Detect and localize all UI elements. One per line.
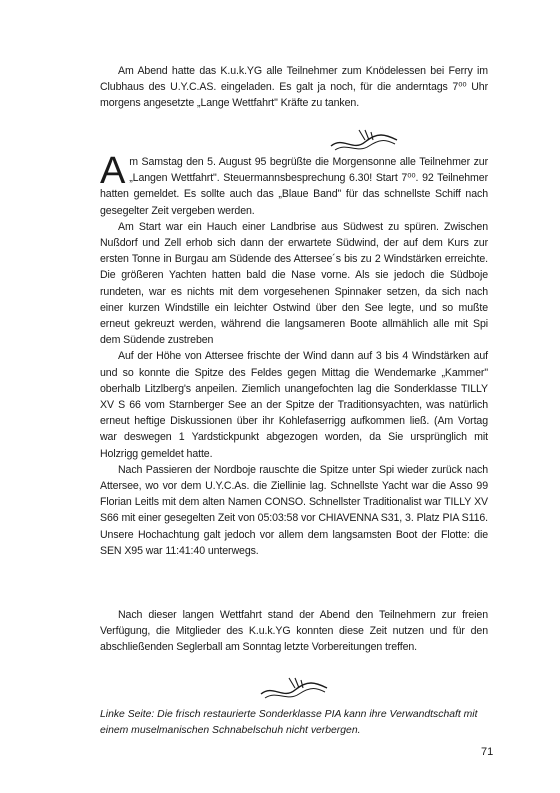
paragraph-start: Am Start war ein Hauch einer Landbrise aus Südwest zu spüren. Zwischen Nußdorf und Zell erhob sich dann der erwartete Südwind, der auf dem Kurs zur ersten Tonne in Burgau am Südende des Attersee´s bis zu 2 Windstärken erreichte. Die größeren Yachten hatten bald die Nase vorne. Als sie jedoch die Südboje rundeten, war es nichts mit dem vorgesehenen Spinnaker setzen, da sich nach einer kurzen Windstille ein leichter Ostwind über den See legte, und so mußte erneut gekreuzt werden, während die langsameren Boote allmählich alle mit Spi dem Südende zustreben (100, 220, 488, 347)
paragraph-first (100, 150, 488, 219)
dropcap-letter: A (100, 150, 126, 192)
page-number: 71 (481, 746, 494, 758)
paragraph-nordboje: Nach Passieren der Nordboje rauschte die Spitze unter Spi wieder zurück nach Attersee, wo vor dem U.Y.C.As. die Ziellinie lag. Schnellste Yacht war die Asso 99 Florian Leitls mit dem alten Namen CONSO. Schnellster Traditionalist war TILLY XV S66 mit einer gesegelten Zeit von 05:03:58 vor CHIAVENNA S31, 3. Platz PIA S116. Unsere Hochachtung galt jedoch vor allem dem langsamsten Boot der Flotte: die SEN X95 war 11:41:40 unterwegs. (100, 463, 488, 557)
paragraph-closing: Nach dieser langen Wettfahrt stand der Abend den Teilnehmern zur freien Verfügung, die Mitglieder des K.u.k.YG konnten diese Zeit nutzen und für den abschließenden Seglerball am Sonntag letzte Vorbereitungen treffen. (100, 609, 488, 654)
wave-ornament-icon (259, 674, 329, 702)
paragraph-first-text: m Samstag den 5. August 95 begrüßte die Morgensonne alle Teilnehmer zur „Langen Wettfahrt". Steuermannsbesprechung 6.30! Start 7⁰⁰. 92 Teilnehmer hatten gemeldet. Es sollte auch das „Blaue Band" für das schnellste Schiff nach gesegelter Zeit vergeben werden. (100, 156, 488, 217)
paragraph-attersee: Auf der Höhe von Attersee frischte der Wind dann auf 3 bis 4 Windstärken auf und so konnte die Spitze des Feldes gegen Mittag die Wendemarke „Kammer" oberhalb Litzlberg's anpeilen. Ziemlich unangefochten lag die Sonderklasse TILLY XV S 66 vom Starnberger See an der Spitze der Traditionsyachten, was natürlich erneut heftige Diskussionen über ihr Kohlefaserrigg aufkommen ließ. (Am Vortag war deswegen 1 Yardstickpunkt abgezogen worden, da Sie ursprünglich mit Holzrigg gemeldet hatte. (100, 350, 488, 460)
intro-block (100, 63, 488, 112)
closing-block (100, 607, 488, 656)
wave-ornament-icon (329, 126, 399, 154)
image-caption: Linke Seite: Die frisch restaurierte Sonderklasse PIA kann ihre Verwandtschaft mit einem muselmanischen Schnabelschuh nicht verbergen. (100, 709, 478, 736)
paragraph-intro: Am Abend hatte das K.u.k.YG alle Teilnehmer zum Knödelessen bei Ferry im Clubhaus des U.Y.C.AS. eingeladen. Es galt ja noch, für die anderntags 7⁰⁰ Uhr morgens angesetzte „Lange Wettfahrt" Kräfte zu tanken. (100, 65, 488, 110)
main-text-block (100, 150, 488, 559)
